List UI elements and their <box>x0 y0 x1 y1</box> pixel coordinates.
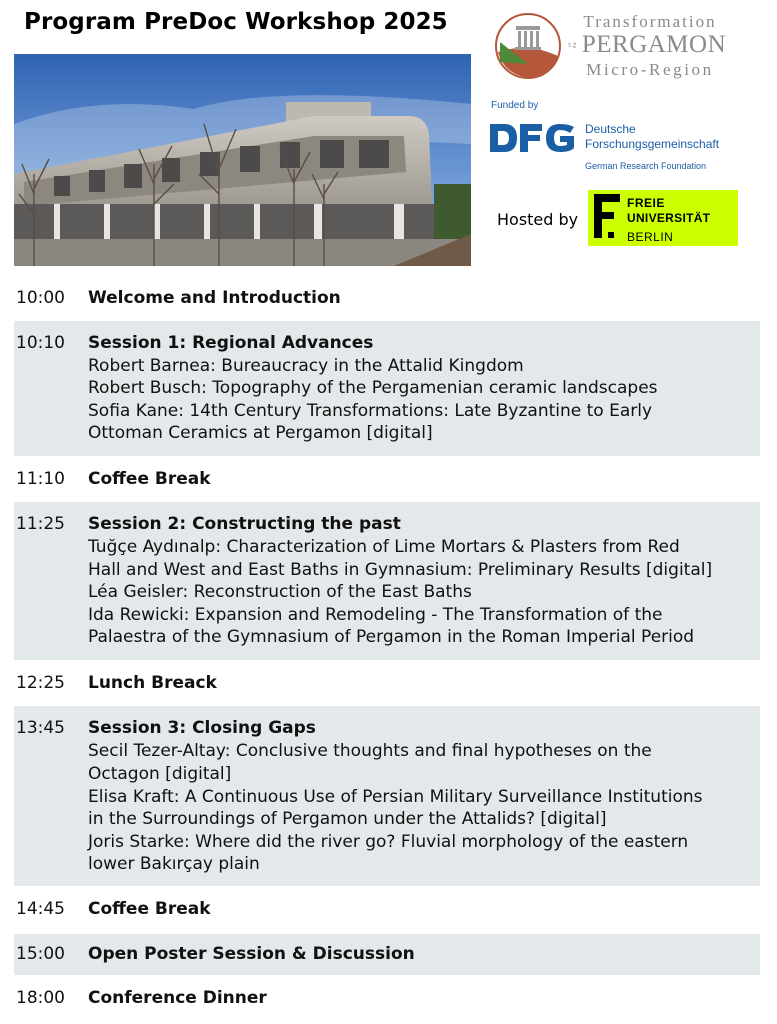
talk-line: Hall and West and East Baths in Gymnasium: Preliminary Results [digital] <box>88 560 713 580</box>
schedule-time: 10:10 <box>16 333 65 353</box>
schedule-title: Coffee Break <box>88 469 211 489</box>
dfg-logo-icon <box>490 121 576 155</box>
talk-line: in the Surroundings of Pergamon under the Attalids? [digital] <box>88 809 607 829</box>
talk-line: Tuğçe Aydınalp: Characterization of Lime Mortars & Plasters from Red <box>88 537 680 557</box>
schedule-time: 11:25 <box>16 514 65 534</box>
schedule-title: Session 3: Closing Gaps <box>88 718 316 738</box>
talk-line: Léa Geisler: Reconstruction of the East Baths <box>88 582 472 602</box>
fu-logo-line2: UNIVERSITÄT <box>627 211 711 225</box>
schedule-item-session-1 <box>14 321 760 456</box>
schedule-item-session-3 <box>14 706 760 886</box>
schedule-time: 15:00 <box>16 944 65 964</box>
pergamon-logo-line2: PERGAMON <box>581 31 727 58</box>
talk-line: Ottoman Ceramics at Pergamon [digital] <box>88 423 433 443</box>
talk-line: Secil Tezer-Altay: Conclusive thoughts and final hypotheses on the <box>88 741 652 761</box>
schedule-title: Lunch Breack <box>88 673 217 693</box>
fu-logo-line3: BERLIN <box>627 230 674 244</box>
schedule-item-lunch <box>14 666 760 702</box>
dfg-subtitle: German Research Foundation <box>585 161 707 171</box>
hosted-by-label: Hosted by <box>497 210 579 229</box>
pergamon-emblem-icon <box>494 12 562 80</box>
schedule-item-poster <box>14 934 760 975</box>
talk-line: lower Bakırçay plain <box>88 854 260 874</box>
dfg-name-line2: Forschungsgemeinschaft <box>585 137 720 151</box>
talk-line: Elisa Kraft: A Continuous Use of Persian Military Surveillance Institutions <box>88 787 703 807</box>
schedule-time: 14:45 <box>16 899 65 919</box>
schedule-title: Session 1: Regional Advances <box>88 333 374 353</box>
schedule-item-welcome <box>14 281 760 317</box>
schedule-title: Coffee Break <box>88 899 211 919</box>
schedule-title: Session 2: Constructing the past <box>88 514 401 534</box>
talk-line: Joris Starke: Where did the river go? Fluvial morphology of the eastern <box>88 832 689 852</box>
schedule-title: Welcome and Introduction <box>88 288 341 308</box>
pergamon-logo-small: of the <box>568 42 578 49</box>
pergamon-logo-line3: Micro-Region <box>586 60 714 79</box>
schedule-time: 13:45 <box>16 718 65 738</box>
talk-line: Sofia Kane: 14th Century Transformations: Late Byzantine to Early <box>88 401 653 421</box>
schedule-time: 12:25 <box>16 673 65 693</box>
talk-line: Ida Rewicki: Expansion and Remodeling - The Transformation of the <box>88 605 663 625</box>
pergamon-logo-line1: Transformation <box>583 12 717 31</box>
schedule-item-coffee-1 <box>14 462 760 498</box>
talk-line: Robert Barnea: Bureaucracy in the Attalid Kingdom <box>88 356 524 376</box>
talk-line: Robert Busch: Topography of the Pergamenian ceramic landscapes <box>88 378 658 398</box>
schedule-time: 10:00 <box>16 288 65 308</box>
schedule-item-session-2 <box>14 502 760 660</box>
funded-by-label: Funded by <box>491 100 539 111</box>
dfg-name <box>585 122 719 152</box>
schedule-time: 18:00 <box>16 988 65 1008</box>
schedule-item-coffee-2 <box>14 892 760 928</box>
talk-line: Octagon [digital] <box>88 764 232 784</box>
fu-logo-line1: FREIE <box>627 196 665 210</box>
building-photo <box>14 54 471 266</box>
schedule-title: Open Poster Session & Discussion <box>88 944 415 964</box>
talk-line: Palaestra of the Gymnasium of Pergamon in the Roman Imperial Period <box>88 627 695 647</box>
schedule-title: Conference Dinner <box>88 988 267 1008</box>
schedule-time: 11:10 <box>16 469 65 489</box>
pergamon-logo <box>494 12 754 84</box>
page-title: Program PreDoc Workshop 2025 <box>24 9 448 35</box>
dfg-name-line1: Deutsche <box>585 122 636 136</box>
schedule-item-dinner <box>14 982 760 1018</box>
